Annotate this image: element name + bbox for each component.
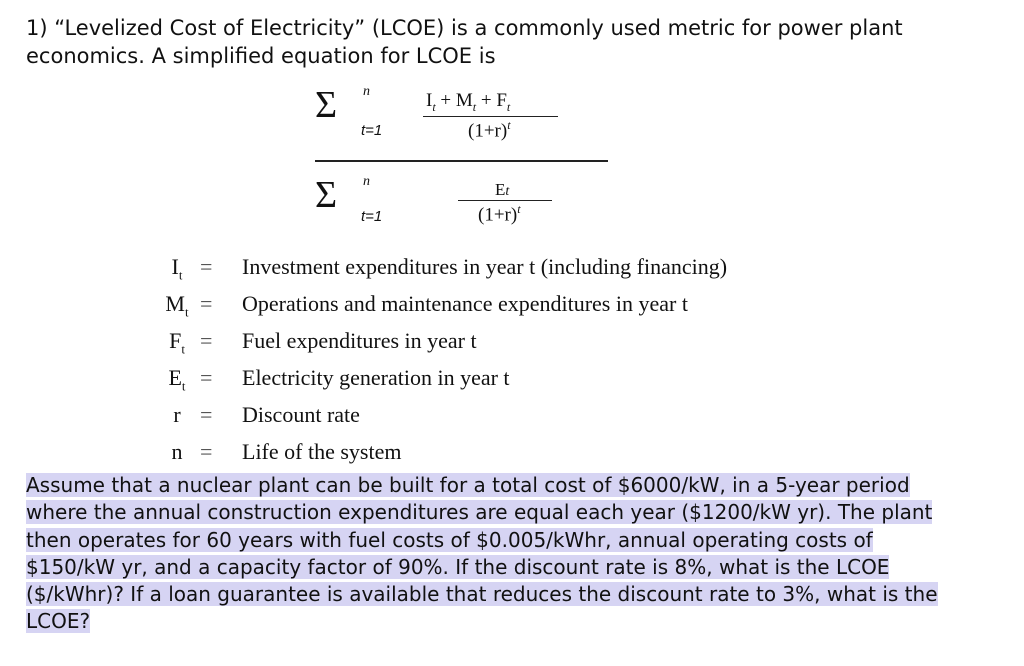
definition-row	[0, 328, 900, 364]
definition-text: Discount rate	[242, 402, 360, 427]
definition-row	[0, 254, 900, 290]
numerator-lower-limit: t=1	[361, 122, 383, 139]
numerator-expression: $I_t + M_t + F_t$	[426, 90, 511, 114]
denominator-expression: Et	[495, 180, 510, 199]
definition-equals: =	[200, 365, 213, 390]
denominator-upper-limit: n	[363, 174, 370, 189]
definition-row	[0, 365, 900, 401]
definition-equals: =	[200, 328, 213, 353]
problem-question	[26, 472, 956, 636]
lcoe-formula	[0, 0, 1024, 240]
main-fraction-bar	[315, 160, 608, 162]
definition-text: Fuel expenditures in year t	[242, 328, 477, 353]
definition-row	[0, 439, 900, 475]
definition-text: Investment expenditures in year t (including financing)	[242, 254, 728, 279]
definition-equals: =	[200, 291, 213, 316]
definition-symbol: $F_t$	[169, 328, 185, 357]
definition-text: Electricity generation in year t	[242, 365, 510, 390]
denominator-sigma: Σ	[315, 174, 338, 216]
numerator-sigma: Σ	[315, 84, 338, 126]
denominator-lower-limit: t=1	[361, 208, 383, 225]
denominator-fraction-bar	[458, 200, 552, 201]
definition-symbol: $E_t$	[168, 365, 186, 394]
definition-symbol: r	[173, 402, 181, 427]
definition-equals: =	[200, 439, 213, 464]
numerator-fraction-bar	[423, 116, 558, 117]
definition-row	[0, 291, 900, 327]
problem-intro: 1) “Levelized Cost of Electricity” (LCOE) is a commonly used metric for power plant economics. A simplified equation for LCOE is	[26, 16, 903, 68]
definition-text: Life of the system	[242, 439, 402, 464]
definition-symbol: $M_t$	[165, 291, 189, 320]
definition-equals: =	[200, 254, 213, 279]
definition-symbol: n	[171, 439, 183, 464]
highlighted-question-text: Assume that a nuclear plant can be built for a total cost of $6000/kW, in a 5-year period where the annual construction expenditures are equal each year ($1200/kW yr). The plant then operates for 60 years with fuel costs of $0.005/kWhr, annual operating costs of $150/kW yr, and a capacity factor of 90%. If the discount rate is 8%, what is the LCOE ($/kWhr)? If a loan guarantee is available that reduces the discount rate to 3%, what is the LCOE?	[26, 473, 938, 634]
numerator-upper-limit: n	[363, 84, 370, 99]
definition-equals: =	[200, 402, 213, 427]
denominator-denominator: $(1+r)^t$	[478, 202, 521, 226]
definition-row	[0, 402, 900, 438]
definition-text: Operations and maintenance expenditures in year t	[242, 291, 688, 316]
numerator-denominator: $(1+r)^t$	[468, 118, 511, 142]
definition-symbol: $I_t$	[171, 254, 183, 283]
